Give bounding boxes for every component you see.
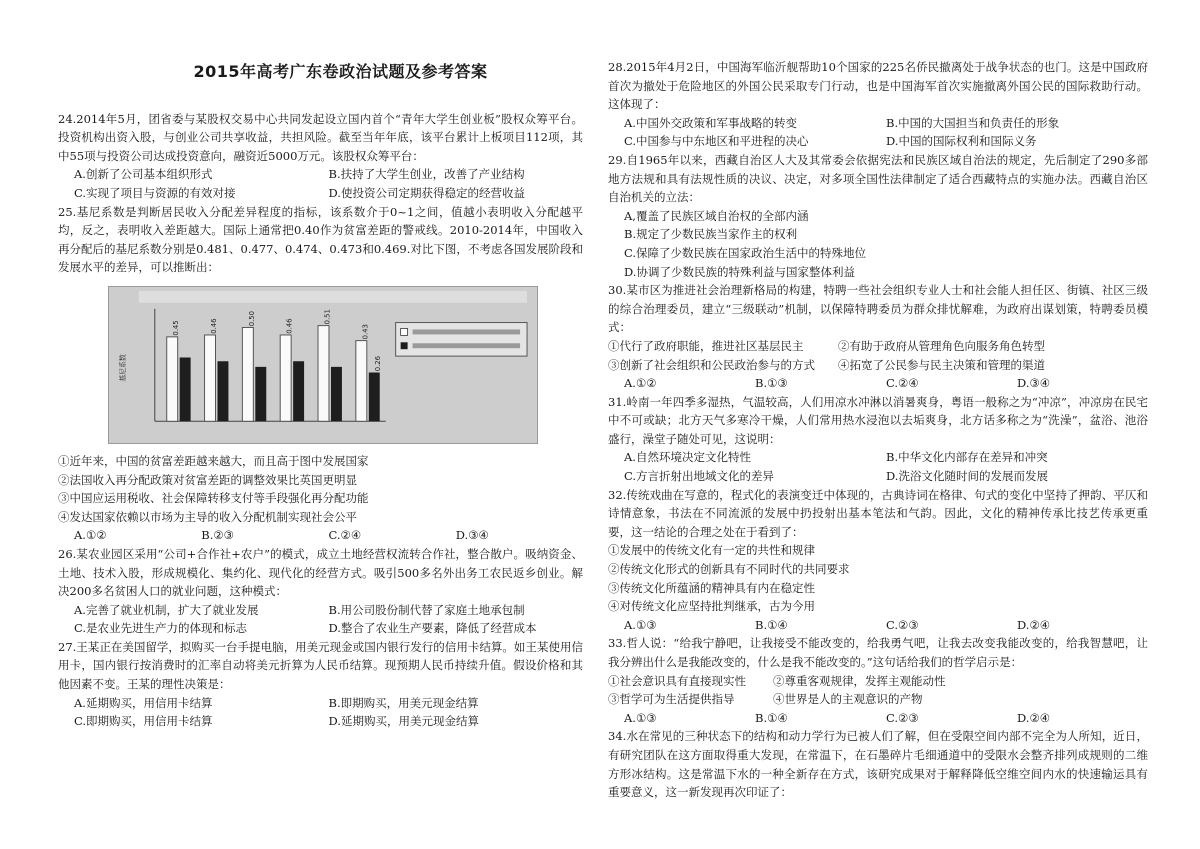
q25-option-a: A.①② (74, 528, 107, 543)
q24-option-a: A.创新了公司基本组织形式 (74, 167, 213, 182)
q28-option-a: A.中国外交政策和军事战略的转变 (624, 115, 797, 130)
q30-statements-row-1 (608, 337, 1148, 356)
q27-stem: 27.王某正在美国留学，拟购买一台手提电脑，用美元现金或国内银行发行的信用卡结算。如王某使用信用卡，国内银行按消费时的汇率自动将美元折算为人民币结算。现预期人民币持续升值。假设价格和其他因素不变。王某的理性决策是： (58, 639, 583, 692)
q30-option-d: D.③④ (1017, 376, 1051, 391)
q33-statements-row-1 (608, 672, 1148, 691)
q33-statement-2: ②尊重客观规律，发挥主观能动性 (773, 673, 946, 688)
q25-statement-4: ④发达国家依赖以市场为主导的收入分配机制实现社会公平 (58, 509, 357, 524)
q30-statement-3: ③创新了社会组织和公民政治参与的方式 (608, 357, 815, 372)
q31-option-c: C.方言折射出地域文化的差异 (624, 469, 775, 484)
q33-statement-3: ③哲学可为生活提供指导 (608, 692, 735, 707)
q30-stem: 30.某市区为推进社会治理新格局的构建，特聘一些社会组织专业人士和社会能人担任区、街镇、社区三级的综合治理委员，建立“三级联动”机制，以保障特聘委员为群众排忧解难，为政府出谋划策，特聘委员模式： (608, 283, 1148, 335)
q33-statement-1: ①社会意识具有直接现实性 (608, 673, 746, 688)
bar-2-5 (331, 367, 342, 421)
bar-1-4 (280, 335, 291, 421)
data-label-1-5: 0.51 (323, 308, 332, 325)
legend-swatch-light (401, 328, 408, 335)
q32-option-c: C.②③ (886, 617, 919, 632)
bar-1-5 (318, 326, 329, 422)
q30-option-a: A.①② (624, 376, 657, 391)
q26-option-b: B.用公司股份制代替了家庭土地承包制 (328, 602, 525, 617)
q34-stem: 34.水在常见的三种状态下的结构和动力学行为已被人们了解，但在受限空间内部不完全为人所知，近日，有研究团队在这方面取得重大发现，在常温下，在石墨碎片毛细通道中的受限水会整齐排列成规则的二维方形冰结构。这是常温下水的一种全新存在方式，该研究成果对于解释降低空维空间内水的快速输运具有重要意义，这一新发现再次印证了： (608, 729, 1148, 800)
q33-option-d: D.②④ (1017, 710, 1051, 725)
data-label-1-2: 0.46 (209, 318, 219, 334)
q28-stem: 28.2015年4月2日，中国海军临沂舰帮助10个国家的225名侨民撤离处于战争状态的也门。这是中国政府首次为撤处于危险地区的外国公民采取专门行动，也是中国海军首次实施撤离外国公民的国际救助行动。这体现了： (608, 60, 1148, 112)
legend-text-blur-1 (413, 329, 520, 334)
right-column (608, 58, 1148, 802)
q33-option-b: B.①④ (755, 710, 788, 725)
q25-options (58, 526, 583, 545)
q27-option-d: D.延期购买，用美元现金结算 (328, 714, 479, 729)
q27-options-row-1 (58, 694, 583, 713)
q31-options-row-2 (608, 467, 1148, 486)
q29-option-b: B.规定了少数民族当家作主的权利 (624, 227, 798, 242)
y-axis-label: 基尼系数 (118, 354, 127, 382)
q27-option-b: B.即期购买，用美元现金结算 (328, 695, 479, 710)
q31-options-row-1 (608, 448, 1148, 467)
gini-bar-chart (108, 286, 538, 444)
q33-option-c: C.②③ (886, 710, 919, 725)
q26-option-d: D.整合了农业生产要素，降低了经营成本 (328, 621, 537, 636)
data-label-1-3: 0.50 (247, 310, 256, 327)
q33-statement-4: ④世界是人的主观意识的产物 (773, 692, 923, 707)
q25-statement-2: ②法国收入再分配政策对贫富差距的调整效果比英国更明显 (58, 472, 357, 487)
q32-option-b: B.①④ (755, 617, 788, 632)
q33-stem: 33.哲人说：“给我宁静吧，让我接受不能改变的，给我勇气吧，让我去改变我能改变的，给我智慧吧，让我分辨出什么是我能改变的，什么是我不能改变的。”这句话给我们的哲学启示是： (608, 636, 1148, 669)
left-column (58, 0, 583, 731)
q33-option-a: A.①③ (624, 710, 657, 725)
q26-option-c: C.是农业先进生产力的体现和标志 (74, 621, 248, 636)
q26-option-a: A.完善了就业机制，扩大了就业发展 (74, 602, 259, 617)
bar-1-3 (242, 327, 253, 421)
bar-1-2 (205, 335, 216, 421)
q33-statements-row-2 (608, 690, 1148, 709)
bar-2-4 (293, 361, 304, 421)
q30-option-b: B.①③ (755, 376, 788, 391)
data-label-1-4: 0.46 (285, 318, 294, 334)
data-label-2-6: 0.26 (374, 355, 383, 372)
q30-statement-4: ④拓宽了公民参与民主决策和管理的渠道 (838, 357, 1045, 372)
q27-option-a: A.延期购买，用信用卡结算 (74, 695, 213, 710)
q24-options-row-2 (58, 184, 583, 203)
q29-option-c: C.保障了少数民族在国家政治生活中的特殊地位 (624, 245, 867, 260)
q25-option-b: B.②③ (201, 528, 234, 543)
legend-swatch-dark (401, 342, 408, 349)
q29-option-d: D.协调了少数民族的特殊利益与国家整体利益 (624, 264, 855, 279)
data-label-1-6: 0.43 (361, 323, 370, 340)
q28-options-row-2 (608, 132, 1148, 151)
legend-box (396, 322, 527, 356)
q32-stem: 32.传统戏曲在写意的，程式化的表演变迁中体现的，古典诗词在格律、句式的变化中坚持了押韵、平仄和诗情意象，书法在不同流派的发展中扔投射出基本笔法和气韵。因此，文化的精神传承比技艺传承更重要，这一结论的合理之处在于看到了： (608, 487, 1148, 539)
q31-option-b: B.中华文化内部存在差异和冲突 (886, 450, 1048, 465)
q26-options-row-1 (58, 601, 583, 620)
q32-statement-4: ④对传统文化应坚持批判继承，古为今用 (608, 599, 815, 614)
q27-options-row-2 (58, 712, 583, 731)
q31-stem: 31.岭南一年四季多湿热，气温较高，人们用凉水冲淋以消暑爽身，粤语一般称之为“冲凉”，冲凉房在民宅中不可或缺；北方天气多寒冷干燥，人们常用热水浸泡以去垢爽身，北方话多称之为“洗澡”，盆浴、池浴盛行，澡堂子随处可见，这说明： (608, 394, 1148, 446)
q30-statement-2: ②有助于政府从管理角色向服务角色转型 (838, 338, 1045, 353)
q28-options-row-1 (608, 114, 1148, 133)
q25-stem: 25.基尼系数是判断居民收入分配差异程度的指标，该系数介于0~1之间，值越小表明收入分配越平均，反之，表明收入差距越大。国际上通常把0.40作为贫富差距的警戒线。2010-2014年，中国收入再分配后的基尼系数分别是0.481、0.477、0.474、0.473和0.469.对比下图，不考虑各国发展阶段和发展水平的差异，可以推断出： (58, 204, 583, 275)
q30-option-c: C.②④ (886, 376, 919, 391)
legend-text-blur-2 (413, 343, 520, 348)
q27-option-c: C.即期购买，用信用卡结算 (74, 714, 213, 729)
q31-option-a: A.自然环境决定文化特性 (624, 450, 751, 465)
q30-options (608, 374, 1148, 393)
q24-options-row-1 (58, 165, 583, 184)
q24-option-b: B.扶持了大学生创业，改善了产业结构 (328, 167, 525, 182)
q31-option-d: D.洗浴文化随时间的发展而发展 (886, 469, 1048, 484)
q30-statement-1: ①代行了政府职能，推进社区基层民主 (608, 338, 804, 353)
bar-2-3 (255, 367, 266, 421)
q28-option-d: D.中国的国际权利和国际义务 (886, 134, 1037, 149)
q25-option-d: D.③④ (455, 528, 489, 543)
q25-statement-1: ①近年来，中国的贫富差距越来越大，而且高于图中发展国家 (58, 453, 369, 468)
bar-1-1 (167, 337, 178, 421)
q32-statement-2: ②传统文化形式的创新具有不同时代的共同要求 (608, 562, 850, 577)
legend (396, 322, 527, 356)
q24-option-d: D.使投资公司定期获得稳定的经营收益 (328, 185, 525, 200)
bar-1-6 (356, 341, 367, 422)
chart-title-band (139, 291, 527, 303)
q29-stem: 29.自1965年以来，西藏自治区人大及其常委会依据宪法和民族区域自治法的规定，先后制定了290多部地方法规和具有法规性质的决议、决定，对多项全国性法律制定了适合西藏特点的实施办法。西藏自治区自治机关的立法： (608, 152, 1148, 205)
data-label-1-1: 0.45 (172, 320, 181, 336)
q30-statements-row-2 (608, 356, 1148, 375)
q24-stem: 24.2014年5月，团省委与某股权交易中心共同发起设立国内首个“青年大学生创业板”股权众筹平台。投资机构出资入股，与创业公司共享收益，共担风险。截至当年年底，该平台累计上板项目112项，其中55项与投资公司达成投资意向，融资近5000万元。该股权众筹平台： (58, 111, 583, 163)
q25-statement-3: ③中国应运用税收、社会保障转移支付等手段强化再分配功能 (58, 491, 369, 506)
q32-option-d: D.②④ (1017, 617, 1051, 632)
q28-option-b: B.中国的大国担当和负责任的形象 (886, 115, 1060, 130)
q24-option-c: C.实现了项目与资源的有效对接 (74, 185, 236, 200)
bar-2-2 (217, 361, 228, 421)
q32-option-a: A.①③ (624, 617, 657, 632)
q32-statement-1: ①发展中的传统文化有一定的共性和规律 (608, 543, 815, 558)
q32-statement-3: ③传统文化所蕴涵的精神具有内在稳定性 (608, 580, 815, 595)
q32-options (608, 616, 1148, 635)
q33-options (608, 709, 1148, 728)
q28-option-c: C.中国参与中东地区和平进程的决心 (624, 134, 809, 149)
bar-2-6 (369, 372, 380, 421)
q26-options-row-2 (58, 619, 583, 638)
q29-option-a: A,覆盖了民族区域自治权的全部内涵 (624, 208, 809, 223)
q25-option-c: C.②④ (328, 528, 362, 543)
q26-stem: 26.某农业园区采用“公司+合作社+农户”的模式，成立土地经营权流转合作社，整合散户。吸纳资金、土地、技术入股，形成规模化、集约化、现代化的经营方式。吸引500多名外出务工农民返乡创业。解决200多名贫困人口的就业问题，这种模式： (58, 546, 583, 599)
page-title: 2015年高考广东卷政治试题及参考答案 (193, 62, 488, 81)
bar-2-1 (180, 357, 191, 421)
